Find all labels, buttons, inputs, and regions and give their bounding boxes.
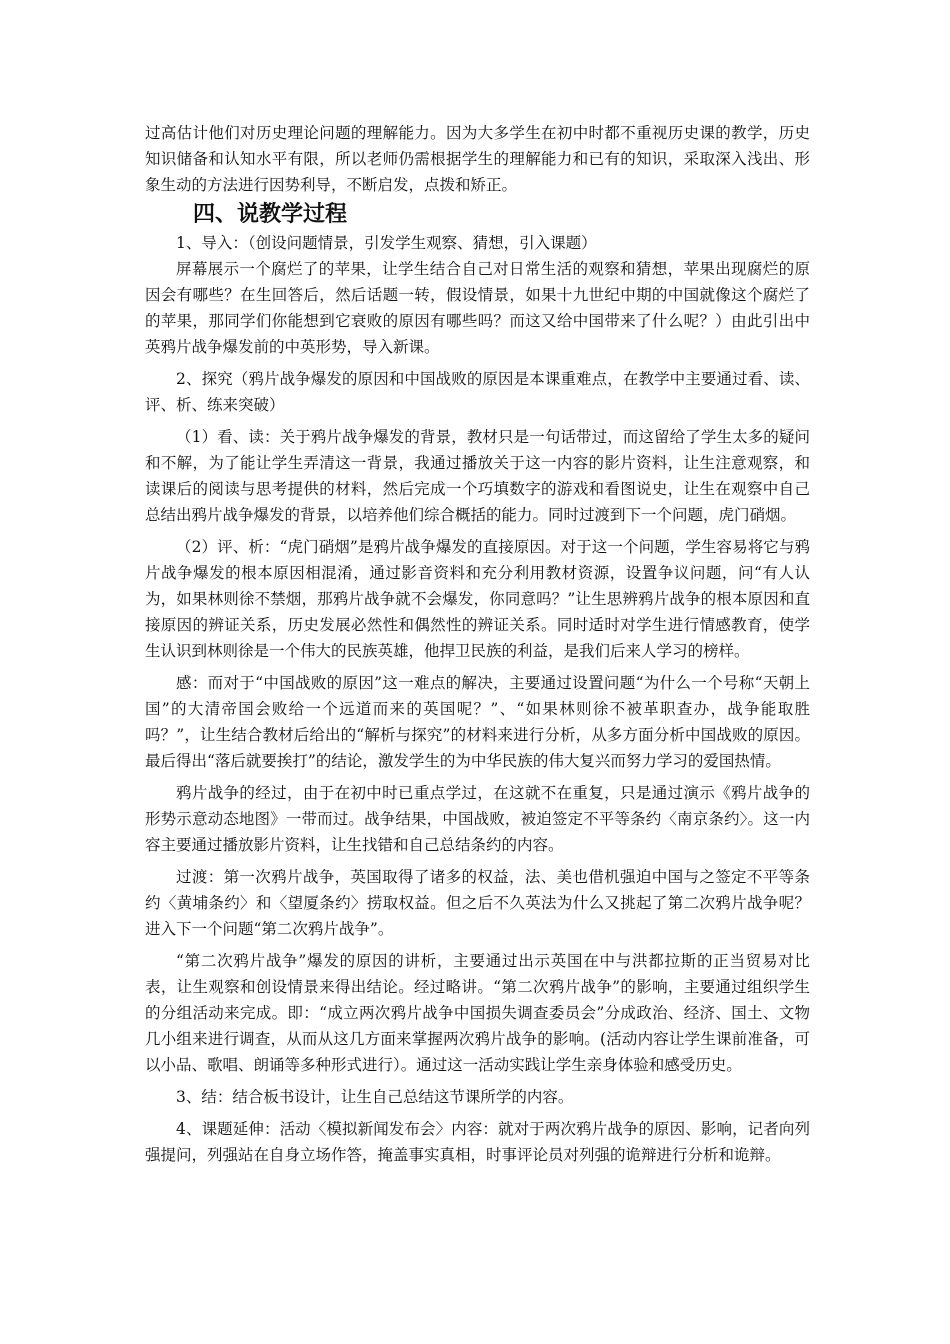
document-body <box>145 120 810 1168</box>
paragraph-war-process: 鸦片战争的经过，由于在初中时已重点学过，在这就不在重复，只是通过演示《鸦片战争的形势示意动态地图》一带而过。战争结果，中国战败，被迫签定不平等条约〈南京条约〉。这一内容主要通过播放影片资料，让生找错和自己总结条约的内容。 <box>145 784 810 854</box>
section-heading: 四、说教学过程 <box>193 202 348 227</box>
paragraph-look-read: （1）看、读：关于鸦片战争爆发的背景，教材只是一句话带过，而这留给了学生太多的疑问和不解，为了能让学生弄清这一背景，我通过播放关于这一内容的影片资料，让生注意观察，和读课后的阅读与思考提供的材料，然后完成一个巧填数字的游戏和看图说史，让生在观察中自己总结出鸦片战争爆发的背景，以培养他们综合概括的能力。同时过渡到下一个问题，虎门硝烟。 <box>145 428 810 524</box>
paragraph-comment-analyze: （2）评、析：“虎门硝烟”是鸦片战争爆发的直接原因。对于这一个问题，学生容易将它与鸦片战争爆发的根本原因相混淆，通过影音资料和充分利用教材资源，设置争议问题，问“有人认为，如果林则徐不禁烟，那鸦片战争就不会爆发，你同意吗？”让生思辨鸦片战争的根本原因和直接原因的辨证关系，历史发展必然性和偶然性的辨证关系。同时适时对学生进行情感教育，使学生认识到林则徐是一个伟大的民族英雄，他捍卫民族的利益，是我们后来人学习的榜样。 <box>145 538 810 660</box>
paragraph-conclusion: 3、结：结合板书设计，让生自己总结这节课所学的内容。 <box>176 1088 574 1106</box>
paragraph-intro-continuation: 过高估计他们对历史理论问题的理解能力。因为大多学生在初中时都不重视历史课的教学，历史知识储备和认知水平有限，所以老师仍需根据学生的理解能力和已有的知识，采取深入浅出、形象生动的方法进行因势利导，不断启发，点拨和矫正。 <box>145 124 810 194</box>
paragraph-step-intro: 1、导入：（创设问题情景，引发学生观察、猜想，引入课题） <box>176 234 597 252</box>
paragraph-second-war: “第二次鸦片战争”爆发的原因的讲析，主要通过出示英国在中与洪都拉斯的正当贸易对比表，让生观察和创设情景来得出结论。经过略讲。“第二次鸦片战争”的影响，主要通过组织学生的分组活动来完成。即：“成立两次鸦片战争中国损失调查委员会”分成政治、经济、国土、文物几小组来进行调查，从而从这几方面来掌握两次鸦片战争的影响。(活动内容让学生课前准备，可以小品、歌唱、朗诵等多种形式进行）。通过这一活动实践让学生亲身体验和感受历史。 <box>145 952 810 1074</box>
paragraph-rotten-apple: 屏幕展示一个腐烂了的苹果，让学生结合自己对日常生活的观察和猜想，苹果出现腐烂的原因会有哪些？在生回答后，然后话题一转，假设情景，如果十九世纪中期的中国就像这个腐烂了的苹果，那同学们你能想到它衰败的原因有哪些吗？而这又给中国带来了什么呢？）由此引出中英鸦片战争爆发前的中英形势，导入新课。 <box>145 260 810 356</box>
paragraph-extension: 4、课题延伸：活动〈模拟新闻发布会〉内容：就对于两次鸦片战争的原因、影响，记者向列强提问，列强站在自身立场作答，掩盖事实真相，时事评论员对列强的诡辩进行分析和诡辩。 <box>145 1120 810 1164</box>
paragraph-step-explore: 2、探究（鸦片战争爆发的原因和中国战败的原因是本课重难点，在教学中主要通过看、读、评、析、练来突破） <box>145 370 810 414</box>
paragraph-feel: 感：而对于“中国战败的原因”这一难点的解决，主要通过设置问题“为什么一个号称“天朝上国”的大清帝国会败给一个远道而来的英国呢？”、“如果林则徐不被革职查办，战争能取胜吗？”，让生结合教材后给出的“解析与探究”的材料来进行分析，从多方面分析中国战败的原因。最后得出“落后就要挨打”的结论，激发学生的为中华民族的伟大复兴而努力学习的爱国热情。 <box>145 674 810 770</box>
paragraph-transition: 过渡：第一次鸦片战争，英国取得了诸多的权益，法、美也借机强迫中国与之签定不平等条约〈黄埔条约〉和〈望厦条约〉捞取权益。但之后不久英法为什么又挑起了第二次鸦片战争呢？进入下一个问题“第二次鸦片战争”。 <box>145 868 810 938</box>
